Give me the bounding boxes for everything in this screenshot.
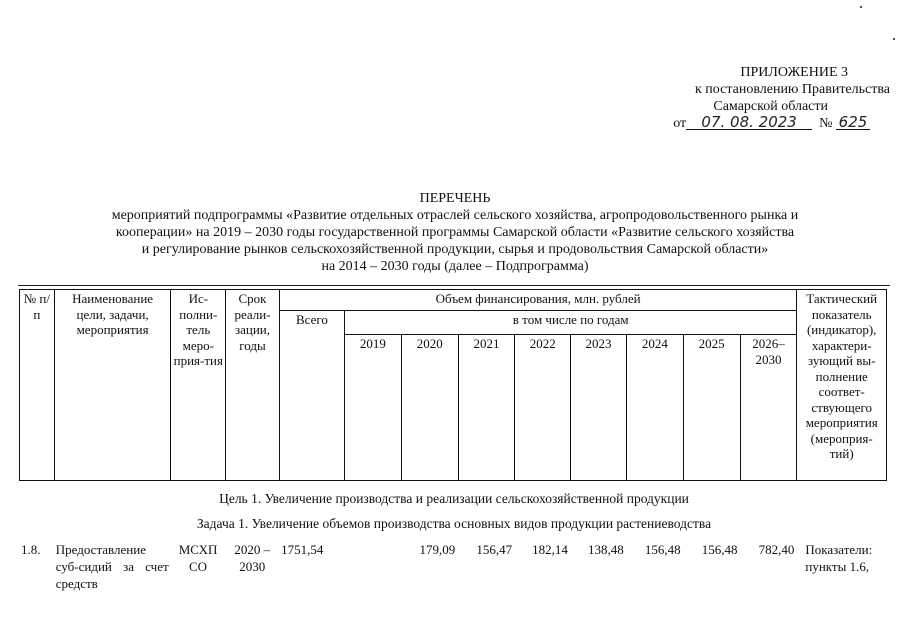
col-by-years-header: в том числе по годам: [345, 311, 797, 335]
handwritten-number: 625: [836, 115, 870, 130]
appendix-decree: к постановлению Правительства: [694, 82, 890, 97]
row-value: 156,48: [644, 542, 681, 557]
col-period-header: Срок реали-зации, годы: [226, 290, 280, 481]
row-value: 138,48: [587, 542, 624, 557]
title-line-1: мероприятий подпрограммы «Развитие отдельных отраслей сельского хозяйства, агропродовольственного рынка и: [111, 208, 799, 223]
title-line-4: на 2014 – 2030 годы (далее – Подпрограмма): [321, 259, 589, 274]
row-value: 782,40: [758, 542, 795, 557]
row-executor: МСХП СО: [178, 542, 218, 574]
document-title: [20, 190, 890, 275]
title-line-2: кооперации» на 2019 – 2030 годы государственной программы Самарской области «Развитие сельского хозяйства: [115, 225, 795, 240]
col-year-header: 2023: [571, 335, 627, 481]
row-value: 179,09: [419, 542, 456, 557]
appendix-block: [600, 64, 890, 132]
row-value: [344, 540, 401, 593]
col-num-header: № п/п: [20, 290, 55, 481]
row-indicator: Показатели: пункты 1.6,: [805, 542, 873, 574]
title-line-3: и регулирование рынков сельскохозяйственной продукции, сырья и продовольствия Самарской области»: [141, 242, 769, 257]
col-year-header: 2021: [458, 335, 515, 481]
scan-speck: [893, 38, 895, 40]
col-year-header: 2024: [626, 335, 683, 481]
col-indicator-header: Тактический показатель (индикатор), характери-зующий вы-полнение соответ-ствующего мероприятия (мероприя-тий): [797, 290, 887, 481]
row-num: 1.8.: [21, 542, 41, 557]
handwritten-date: 07. 08. 2023: [686, 115, 812, 130]
row-period: 2020 – 2030: [234, 542, 271, 574]
col-financing-header: Объем финансирования, млн. рублей: [279, 290, 797, 311]
title-heading: ПЕРЕЧЕНЬ: [419, 191, 491, 206]
row-value: 182,14: [532, 542, 568, 557]
row-value: 156,48: [701, 542, 738, 557]
col-year-header: 2025: [683, 335, 740, 481]
task-heading: Задача 1. Увеличение объемов производства основных видов продукции растениеводства: [196, 516, 712, 531]
header-table: [19, 289, 887, 481]
number-prefix: №: [819, 116, 833, 131]
data-table: [19, 540, 887, 593]
date-prefix: от: [673, 116, 687, 131]
appendix-title: ПРИЛОЖЕНИЕ 3: [740, 65, 848, 80]
col-year-header: 2019: [345, 335, 402, 481]
row-value: 156,47: [476, 542, 513, 557]
row-name: Предоставление суб-сидий за счет средств: [55, 542, 169, 591]
appendix-date-line: [600, 115, 890, 132]
col-year-header: 2022: [515, 335, 571, 481]
col-year-header: 2020: [401, 335, 458, 481]
col-executor-header: Ис-полни-тель меро-прия-тия: [171, 290, 226, 481]
table-top-rule: [18, 285, 890, 286]
table-row: [19, 540, 887, 593]
appendix-region: Самарской области: [713, 99, 828, 114]
scan-speck: [860, 6, 862, 8]
col-total-header: Всего: [279, 311, 344, 481]
goal-heading: Цель 1. Увеличение производства и реализации сельскохозяйственной продукции: [219, 491, 689, 506]
row-total: 1751,54: [281, 542, 324, 557]
col-name-header: Наименование цели, задачи, мероприятия: [54, 290, 171, 481]
col-year-header: 2026–2030: [740, 335, 797, 481]
